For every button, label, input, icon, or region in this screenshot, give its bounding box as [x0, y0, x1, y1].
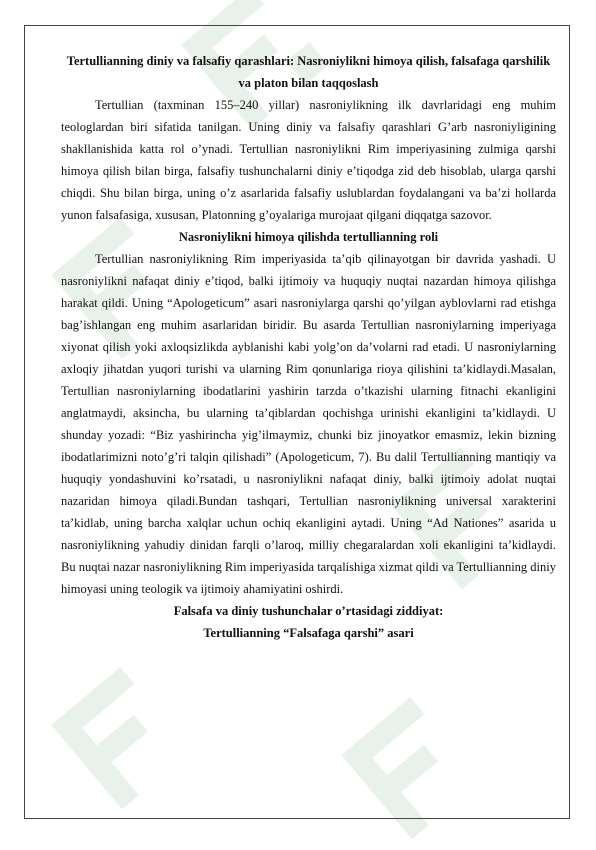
watermark-logo	[40, 650, 210, 820]
watermark-logo	[330, 680, 500, 850]
document-title: Tertullianning diniy va falsafiy qarashlari: Nasroniylikni himoya qilish, falsafaga qarshilik va platon bilan taqqoslash	[66, 54, 551, 90]
document-body	[61, 50, 556, 644]
section-subheading: Tertullianning “Falsafaga qarshi” asari	[203, 626, 414, 640]
section-heading: Falsafa va diniy tushunchalar o’rtasidagi ziddiyat:	[173, 604, 444, 618]
paragraph-intro: Tertullian (taxminan 155–240 yillar) nasroniylikning ilk davrlaridagi eng muhim teologlardan biri sifatida tanilgan. Uning diniy va falsafiy qarashlari G’arb nasroniyligining shakllanishida katta rol o’ynadi. Tertullian nasroniylikni Rim imperiyasining zulmiga qarshi himoya qilish bilan birga, falsafiy tushunchalarni diniy e’tiqodga zid deb hisoblab, ularga qarshi chiqdi. Shu bilan birga, uning o’z asarlarida falsafiy uslublardan foydalangani va ba’zi hollarda yunon falsafasiga, xususan, Platonning g’oyalariga murojaat qilgani diqqatga sazovor.	[61, 98, 556, 222]
paragraph-defense: Tertullian nasroniylikning Rim imperiyasida ta’qib qilinayotgan bir davrida yashadi. U nasroniylikni nafaqat diniy e’tiqod, balki ijtimoiy va huquqiy nuqtai nazardan himoya qilishga harakat qildi. Uning “Apologeticum” asari nasroniylarga qarshi qo’yilgan ayblovlarni rad etishga bag’ishlangan eng muhim asarlaridan biridir. Bu asarda Tertullian nasroniylarning imperiyaga xiyonat qilish yoki axloqsizlikda ayblanishi kabi yolg’on da’volarni rad etadi. U nasroniylarning axloqiy jihatdan yuqori turishi va ularning Rim qonunlariga rioya qilishini ta’kidlaydi.Masalan, Tertullian nasroniylarning ibodatlarini yashirin tarzda o’tkazishi ularning fitnachi ekanligini anglatmaydi, aksincha, bu ularning ta’qiblardan qochishga urinishi ekanligini ta’kidlaydi. U shunday yozadi: “Biz yashirincha yig’ilmaymiz, chunki biz jinoyatkor emasmiz, lekin bizning ibodatlarimizni noto’g’ri talqin qilishadi” (Apologeticum, 7). Bu dalil Tertullianning mantiqiy va huquqiy yondashuvini ko’rsatadi, u nasroniylikni nafaqat diniy, balki ijtimoiy adolat nuqtai nazaridan himoya qiladi.Bundan tashqari, Tertullian nasroniylikning universal xarakterini ta’kidlab, uning barcha xalqlar uchun ochiq ekanligini aytadi. Uning “Ad Nationes” asarida u nasroniylikning yahudiy dinidan farqli o’laroq, milliy chegaralardan xoli ekanligini ta’kidlaydi. Bu nuqtai nazar nasroniylikning Rim imperiyasida tarqalishiga xizmat qildi va Tertullianning diniy himoyasi uning teologik va ijtimoiy ahamiyatini oshirdi.	[61, 252, 556, 596]
section-heading: Nasroniylikni himoya qilishda tertullianning roli	[178, 230, 439, 244]
